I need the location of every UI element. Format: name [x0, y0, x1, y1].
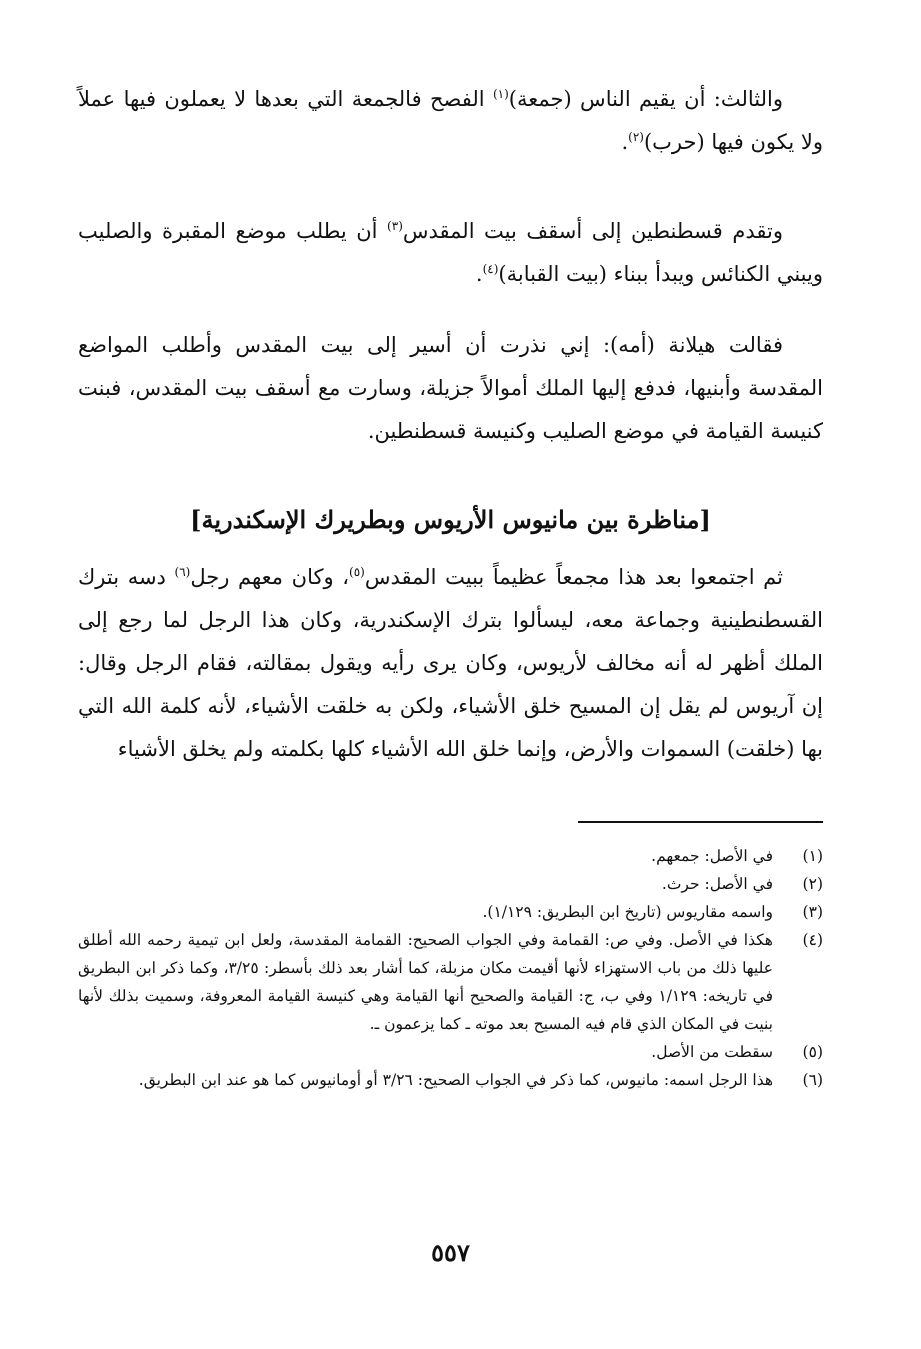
- footnote-item: [78, 870, 823, 898]
- footnote-text: هكذا في الأصل. وفي ص: القمامة وفي الجواب الصحيح: القمامة المقدسة، ولعل ابن تيمية رحمه الله أطلق عليها ذلك من باب الاستهزاء لأنها أقيمت مكان مزبلة، كما أشار بعد ذلك بأسطر: ٣/٢٥، وكما ذكر ابن البطريق في تاريخه: ١/١٢٩ وفي ب، ج: القيامة والصحيح أنها القيامة وهي كنيسة القيامة المعروفة، وسميت بذلك لأنها بنيت في المكان الذي قام فيه المسيح بعد موته ـ كما يزعمون ـ.: [78, 931, 773, 1033]
- paragraph-2-text-b: أن يطلب موضع المقبرة والصليب ويبني الكنائس ويبدأ ببناء (بيت القبابة): [78, 219, 823, 286]
- footnote-separator: [578, 821, 823, 823]
- footnote-number: (٣): [802, 903, 823, 921]
- footnote-ref-5[interactable]: (٥): [349, 565, 365, 579]
- footnote-number: (٥): [802, 1043, 823, 1061]
- footnote-ref-4[interactable]: (٤): [482, 262, 499, 276]
- footnote-ref-2[interactable]: (٢): [628, 130, 644, 144]
- footnote-item: [78, 842, 823, 870]
- footnote-text: هذا الرجل اسمه: مانيوس، كما ذكر في الجواب الصحيح: ٣/٢٦ أو أومانيوس كما هو عند ابن البطريق.: [138, 1071, 773, 1089]
- paragraph-1-text-c: .: [621, 130, 629, 154]
- paragraph-1: [78, 78, 823, 164]
- paragraph-2-text-a: وتقدم قسطنطين إلى أسقف بيت المقدس: [402, 219, 783, 243]
- page-number: ٥٥٧: [431, 1238, 470, 1267]
- paragraph-3: فقالت هيلانة (أمه): إني نذرت أن أسير إلى بيت المقدس وأطلب المواضع المقدسة وأبنيها، فدفع إليها الملك أموالاً جزيلة، وسارت مع أسقف بيت المقدس، فبنت كنيسة القيامة في موضع الصليب وكنيسة قسطنطين.: [78, 333, 823, 443]
- paragraph-4-text-c: دسه بترك القسطنطينية وجماعة معه، ليسألوا بترك الإسكندرية، وكان هذا الرجل لما رجع إلى الملك أظهر له أنه مخالف لأريوس، وكان يرى رأيه ويقول بمقالته، فقام الرجل وقال: إن آريوس لم يقل إن المسيح خلق الأشياء، ولكن به خلقت الأشياء، لأنه كلمة الله التي بها (خلقت) السموات والأرض، وإنما خلق الله الأشياء كلها بكلمته ولم يخلق الأشياء: [78, 565, 823, 761]
- footnote-ref-3[interactable]: (٣): [387, 219, 403, 233]
- footnote-item: [78, 1066, 823, 1094]
- paragraph-2-text-c: .: [475, 262, 483, 286]
- footnote-number: (١): [802, 847, 823, 865]
- footnote-item: [78, 1038, 823, 1066]
- paragraph-4-text-a: ثم اجتمعوا بعد هذا مجمعاً عظيماً ببيت المقدس: [364, 565, 783, 589]
- paragraph-1-text-a: والثالث: أن يقيم الناس (جمعة): [508, 87, 783, 111]
- book-page: [78, 70, 823, 1320]
- footnote-text: سقطت من الأصل.: [651, 1043, 773, 1061]
- paragraph-2: [78, 210, 823, 296]
- footnote-number: (٢): [802, 875, 823, 893]
- footnote-number: (٦): [802, 1071, 823, 1089]
- footnote-number: (٤): [802, 931, 823, 949]
- footnote-item: [78, 898, 823, 926]
- paragraph-4: [78, 556, 823, 771]
- paragraph-4-text-b: ، وكان معهم رجل: [190, 565, 350, 589]
- paragraph-1-text-b: الفصح فالجمعة التي بعدها لا يعملون فيها عملاً ولا يكون فيها (حرب): [78, 87, 823, 154]
- footnote-ref-1[interactable]: (١): [492, 87, 509, 101]
- footnote-text: واسمه مقاريوس (تاريخ ابن البطريق: ١/١٢٩).: [482, 903, 773, 921]
- footnotes-list: [78, 842, 823, 1094]
- section-heading: [مناظرة بين مانيوس الأريوس وبطريرك الإسكندرية]: [190, 505, 711, 534]
- footnote-text: في الأصل: جمعهم.: [651, 847, 773, 865]
- footnote-text: في الأصل: حرث.: [661, 875, 773, 893]
- footnote-ref-6[interactable]: (٦): [174, 565, 191, 579]
- footnote-item: [78, 926, 823, 1038]
